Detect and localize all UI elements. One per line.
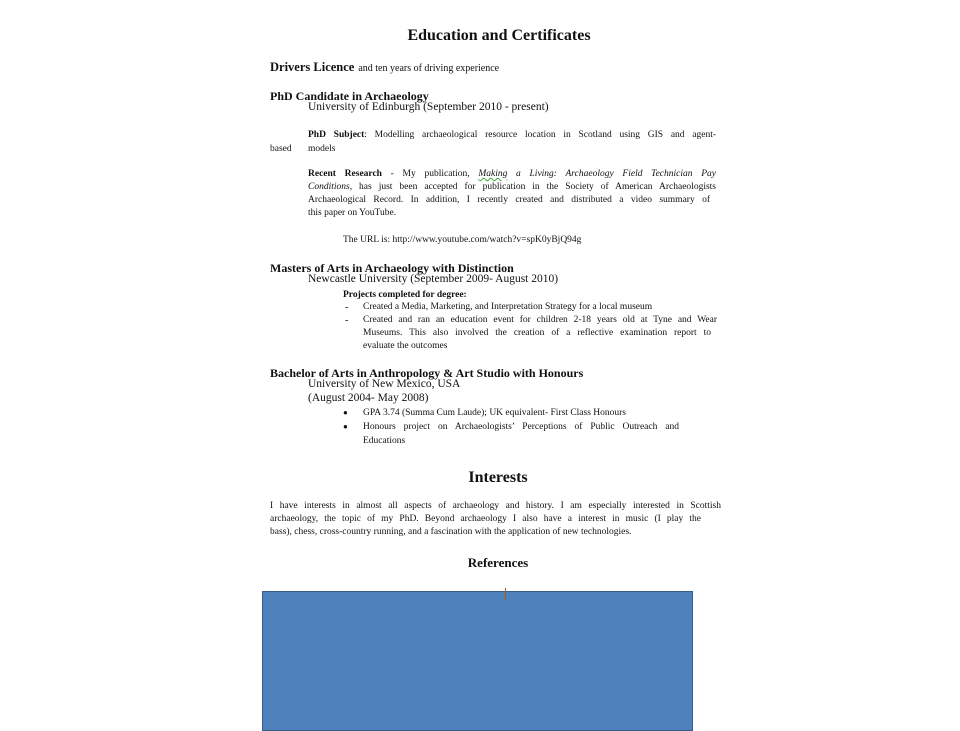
interests-heading: Interests bbox=[468, 469, 528, 486]
ma-heading: Masters of Arts in Archaeology with Distinction bbox=[270, 261, 514, 275]
phd-subject-text: : Modelling archaeological resource location in Scotland using GIS and agent- bbox=[364, 130, 716, 140]
phd-institution: University of Edinburgh (September 2010 - present) bbox=[308, 101, 549, 113]
text-cursor-marker bbox=[505, 588, 506, 600]
ma-projects-label: Projects completed for degree: bbox=[343, 290, 467, 300]
drivers-licence-text: and ten years of driving experience bbox=[358, 63, 500, 74]
drivers-licence-label: Drivers Licence bbox=[270, 60, 355, 74]
ba-item: GPA 3.74 (Summa Cum Laude); UK equivalent- First Class Honours bbox=[363, 408, 626, 418]
ba-heading: Bachelor of Arts in Anthropology & Art Studio with Honours bbox=[270, 366, 584, 380]
ma-item: Created and ran an education event for children 2-18 years old at Tyne and Wear bbox=[363, 315, 717, 325]
interests-line: bass), chess, cross-country running, and a fascination with the application of new technologies. bbox=[270, 527, 632, 537]
phd-research-line4: this paper on YouTube. bbox=[308, 208, 397, 218]
ma-item-dash: - bbox=[345, 315, 349, 326]
phd-heading: PhD Candidate in Archaeology bbox=[270, 89, 429, 103]
ma-item-dash: - bbox=[345, 302, 349, 313]
ba-item: Honours project on Archaeologists’ Perceptions of Public Outreach and bbox=[363, 422, 679, 432]
drivers-licence-line bbox=[270, 58, 499, 76]
phd-subject-label: PhD Subject bbox=[308, 130, 365, 140]
phd-research-line2 bbox=[308, 182, 716, 192]
phd-research-line1 bbox=[308, 169, 716, 179]
interests-line: I have interests in almost all aspects of archaeology and history. I am especially interested in Scottish bbox=[270, 501, 721, 511]
phd-subject-prefix: based bbox=[270, 144, 292, 154]
phd-research-making: Making bbox=[478, 169, 508, 179]
ma-item-continued: Museums. This also involved the creation of a reflective examination report to bbox=[363, 328, 711, 338]
interests-line: archaeology, the topic of my PhD. Beyond archaeology I also have a interest in music (I play the bbox=[270, 514, 701, 524]
references-heading: References bbox=[467, 555, 529, 570]
phd-research-title1: a Living: Archaeology Field Technician Pay bbox=[507, 169, 716, 179]
phd-subject-line1 bbox=[308, 130, 716, 140]
phd-research-title2: Conditions bbox=[308, 182, 350, 192]
phd-research-intro: - My publication, bbox=[381, 169, 479, 179]
ba-institution: University of New Mexico, USA bbox=[308, 378, 461, 390]
phd-subject-line2: models bbox=[308, 144, 336, 154]
phd-url-line: The URL is: http://www.youtube.com/watch?v=spK0yBjQ94g bbox=[343, 235, 582, 245]
ma-institution: Newcastle University (September 2009- August 2010) bbox=[308, 273, 559, 285]
phd-research-line3: Archaeological Record. In addition, I recently created and distributed a video summary of bbox=[308, 195, 710, 205]
phd-research-line2-rest: , has just been accepted for publication in the Society of American Archaeologists bbox=[349, 182, 716, 192]
bullet-icon: ● bbox=[343, 422, 348, 431]
ba-item-continued: Educations bbox=[363, 436, 406, 446]
references-shape[interactable] bbox=[262, 591, 693, 731]
bullet-icon: ● bbox=[343, 408, 348, 417]
ba-dates: (August 2004- May 2008) bbox=[308, 392, 429, 404]
ma-item-continued: evaluate the outcomes bbox=[363, 341, 448, 351]
phd-research-label: Recent Research bbox=[308, 169, 382, 179]
ma-item: Created a Media, Marketing, and Interpretation Strategy for a local museum bbox=[363, 302, 653, 312]
page-title: Education and Certificates bbox=[407, 27, 591, 44]
